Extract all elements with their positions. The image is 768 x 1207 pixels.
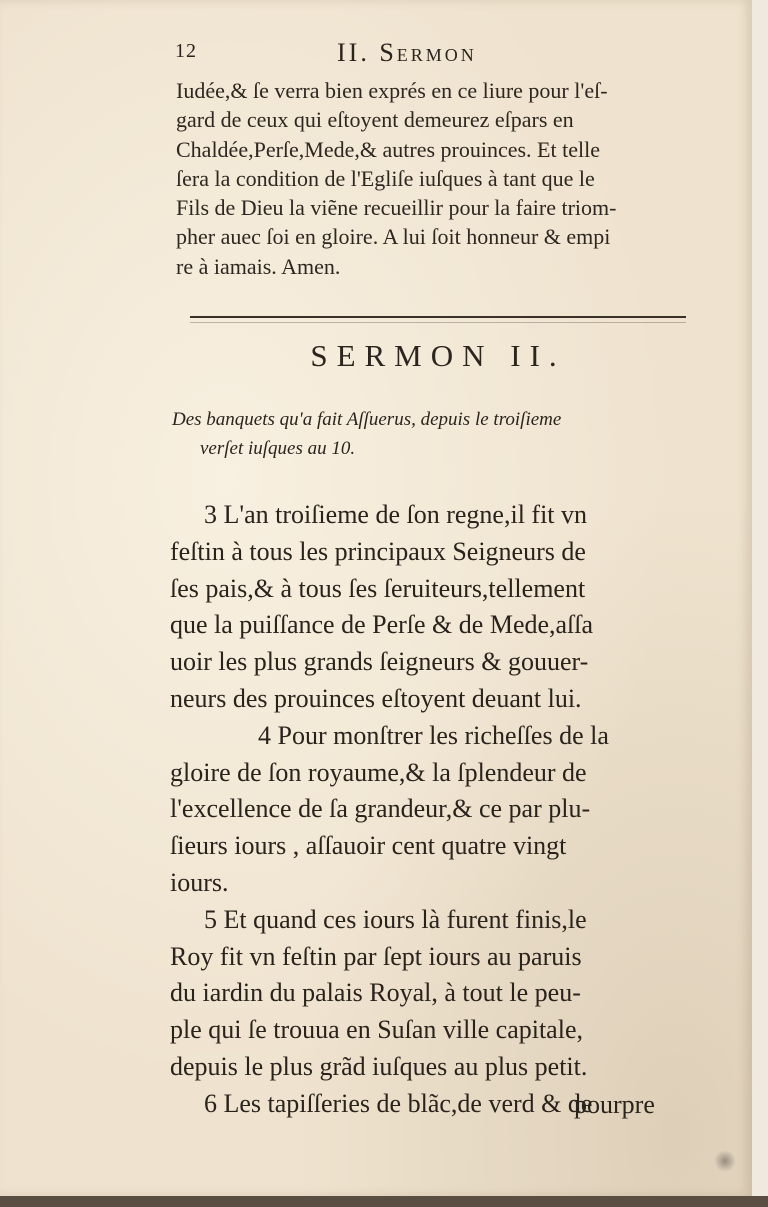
verse-text — [170, 497, 710, 1123]
text-line: re à iamais. Amen. — [176, 253, 341, 279]
verse-line: iours. — [170, 867, 229, 897]
verse-line: uoir les plus grands ſeigneurs & gouuer- — [170, 647, 589, 677]
page-edge-right — [752, 0, 768, 1207]
verse-line: depuis le plus grãd iuſques au plus petit. — [170, 1051, 588, 1081]
running-head — [175, 36, 715, 76]
text-line: Chaldée,Perſe,Mede,& autres prouinces. Et telle — [176, 136, 600, 162]
text-line: pher auec ſoi en gloire. A lui ſoit honneur & empi — [176, 224, 611, 250]
text-line: Fils de Dieu la viẽne recueillir pour la faire triom- — [176, 195, 617, 221]
verse-line: gloire de ſon royaume,& la ſplendeur de — [170, 757, 587, 787]
verse-5 — [170, 902, 710, 1086]
previous-sermon-ending — [176, 76, 706, 281]
running-title: II. Sermon — [337, 38, 477, 67]
page-edge-bottom — [0, 1196, 768, 1207]
verse-line: 5 Et quand ces iours là furent finis,le — [204, 904, 587, 934]
verse-4 — [170, 718, 710, 902]
verse-line: ſieurs iours , aſſauoir cent quatre vingt — [170, 831, 567, 861]
verse-line: 4 Pour monſtrer les richeſſes de la — [258, 720, 609, 750]
verse-line: l'excellence de ſa grandeur,& ce par plu- — [170, 794, 591, 824]
ink-stain — [714, 1150, 736, 1172]
page-number: 12 — [175, 40, 197, 62]
section-divider-shadow — [190, 322, 686, 323]
verse-line: 3 L'an troiſieme de ſon regne,il fit vn — [204, 500, 588, 529]
verse-line: 6 Les tapiſſeries de blãc,de verd & de — [204, 1088, 593, 1118]
summary-line: verſet iuſques au 10. — [200, 438, 356, 459]
verse-line: neurs des prouinces eſtoyent deuant lui. — [170, 683, 582, 713]
section-summary — [172, 405, 712, 463]
verse-line: que la puiſſance de Perſe & de Mede,aſſa — [170, 610, 594, 640]
verse-line: feſtin à tous les principaux Seigneurs de — [170, 536, 586, 566]
verse-line: Roy fit vn feſtin par ſept iours au paruis — [170, 941, 582, 971]
summary-line: Des banquets qu'a fait Aſſuerus, depuis le troiſieme — [172, 409, 562, 430]
text-line: gard de ceux qui eſtoyent demeurez eſpars en — [176, 107, 574, 133]
verse-3 — [170, 497, 710, 718]
section-divider — [190, 316, 686, 318]
verse-line: ſes pais,& à tous ſes ſeruiteurs,tellement — [170, 573, 586, 603]
verse-line: ple qui ſe trouua en Suſan ville capitale, — [170, 1015, 583, 1045]
section-heading: SERMON II. — [310, 338, 566, 373]
text-line: Iudée,& ſe verra bien exprés en ce liure pour l'eſ- — [176, 78, 608, 103]
catchword: pourpre — [574, 1090, 655, 1119]
verse-line: du iardin du palais Royal, à tout le peu- — [170, 978, 581, 1008]
text-line: ſera la condition de l'Egliſe iuſques à tant que le — [176, 165, 595, 191]
